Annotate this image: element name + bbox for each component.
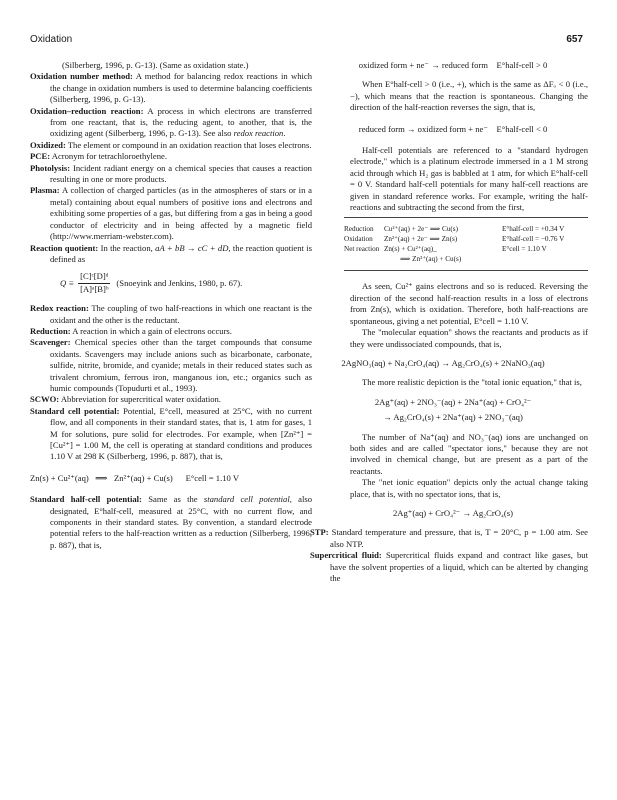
entry-text: Potential, E°cell, measured at 25°C, with no current flow, and all components in their standard states, that is, 1 atm for gases, 1 M for solutions, pure solid for electrodes. For example, when [Zn²⁺] = [Cu²⁺] = 1.00 M, the cell is operating at standard conditions and produces 1.10 V at 298 K (Silberberg, 1996, p. 887), that is, [50, 405, 312, 462]
q-formula [30, 271, 312, 295]
entry-scavenger [30, 337, 312, 394]
cross-reference-link[interactable]: redox reaction [233, 128, 284, 139]
entry-supercritical-fluid [310, 550, 588, 584]
equation-reduction-half: oxidized form + ne⁻ → reduced form E°half-cell > 0 [358, 60, 548, 70]
entry-pce [30, 151, 312, 162]
entry-reaction-quotient [30, 243, 312, 266]
entry-term: Oxidation number method: [30, 71, 133, 82]
entry-term: Scavenger: [30, 337, 71, 348]
entry-text: Abbreviation for supercritical water oxidation. [60, 394, 221, 405]
equation-net-ionic: 2Ag⁺(aq) + CrO₄²⁻ → Ag₂CrO₄(s) [392, 507, 513, 518]
entry-term: Oxidation–reduction reaction: [30, 105, 144, 116]
entry-term: PCE: [30, 151, 51, 162]
entry-oxidation-reduction-reaction [30, 106, 312, 140]
entry-text: Standard temperature and pressure, that is, T = 20°C, p = 1.00 atm. See also NTP. [330, 527, 588, 549]
entry-oxidation-number-method [30, 71, 312, 105]
entry-reduction [30, 326, 312, 337]
row-label: Reduction [344, 225, 374, 234]
equation-oxidation-half: reduced form → oxidized form + ne⁻ E°half-cell < 0 [358, 123, 548, 134]
entry-text: Incident radiant energy on a chemical species that causes a reaction resulting in one or more products. [50, 162, 312, 185]
entry-text: A reaction in which a gain of electrons occurs. [72, 325, 232, 336]
table-row [344, 234, 588, 244]
entry-end: . [283, 128, 286, 139]
entry-oxidized [30, 140, 312, 151]
running-header-title: Oxidation [30, 34, 73, 45]
page-number: 657 [566, 34, 583, 45]
left-column [30, 60, 312, 551]
row-potential: E°half-cell = −0.76 V [502, 235, 565, 244]
entry-term: STP: [310, 527, 329, 538]
row-label: Oxidation [344, 235, 373, 244]
entry-scwo [30, 394, 312, 405]
cross-reference-link[interactable]: standard cell potential [203, 494, 290, 505]
paragraph-total-ionic: The more realistic depiction is the "total ionic equation," that is, [362, 377, 582, 388]
row-reaction: Cu²⁺(aq) + 2e⁻ ⟹ Cu(s) [384, 225, 459, 234]
entry-text: Acronym for tetrachloroethylene. [51, 151, 168, 162]
equation-molecular: 2AgNO₃(aq) + Na₂CrO₄(aq) → Ag₂CrO₄(s) + 2NaNO₃(aq) [341, 357, 545, 368]
entry-term: Redox reaction: [30, 303, 89, 314]
half-reaction-table [344, 217, 588, 271]
entry-text: A method for balancing redox reactions in which the change in oxidation numbers is used to determine balancing coefficients (Silberberg, 1996, p. G-13). [50, 71, 312, 105]
zn-cu-cell-equation: Zn(s) + Cu²⁺(aq) ⟹ Zn²⁺(aq) + Cu(s) E°cell = 1.10 V [30, 472, 240, 483]
paragraph-as-seen: As seen, Cu²⁺ gains electrons and so is reduced. Reversing the direction of the second half-reaction results in a loss of electrons from Zn(s), which is oxidation. Therefore, both half-reactions are spontaneous, giving a net potential, E°cell = 1.10 V. [350, 281, 588, 326]
entry-text-cont: , the reaction quotient is defined as [50, 242, 313, 264]
entry-standard-half-cell-potential [30, 494, 312, 551]
entry-term: Standard half-cell potential: [30, 494, 142, 505]
paragraph-spontaneous: When E°half-cell > 0 (i.e., +), which is the same as ΔFₒ < 0 (i.e., −), which means that the reaction is spontaneous. Changing the direction of the half-reaction reverses the sign, that is, [350, 79, 588, 113]
q-lhs: Q ≡ [60, 277, 75, 288]
entry-text: A collection of charged particles (as in the atmospheres of stars or in a metal) containing about equal numbers of positive ions and electrons and exhibiting some properties of a gas, but differing from a gas in being a good conductor of electricity and in being affected by a magnetic field (http://www.merriam-webster.com). [50, 185, 312, 242]
entry-term: Oxidized: [30, 139, 66, 150]
entry-term: Reaction quotient: [30, 242, 99, 253]
entry-term: Supercritical fluid: [310, 550, 382, 561]
table-row [344, 224, 588, 234]
q-numerator: [C]ᶜ[D]ᵈ [78, 271, 110, 283]
entry-term: SCWO: [30, 394, 60, 405]
entry-redox-reaction [30, 303, 312, 326]
entry-text-cont: , also designated, E°half-cell, measured at 25°C, with no current flow, and components in their standard states. By convention, a standard electrode potential refers to the half-reaction written as a reduction (Silberberg, 1996, p. 887), that is, [50, 494, 313, 550]
entry-text: The coupling of two half-reactions in which one reactant is the oxidant and the other is the reductant. [50, 303, 312, 325]
reaction-formula: aA + bB → cC + dD [155, 242, 229, 253]
entry-text: Same as the [148, 494, 198, 505]
entry-standard-cell-potential [30, 406, 312, 463]
entry-term: Standard cell potential: [30, 405, 120, 416]
right-column [310, 60, 588, 584]
entry-text: The element or compound in an oxidation reaction that loses electrons. [67, 139, 312, 150]
entry-term: Photolysis: [30, 162, 71, 173]
continued-text: (Silberberg, 1996, p. G-13). (Same as oxidation state.) [62, 60, 249, 70]
table-row-continuation: ⟹ Zn²⁺(aq) + Cu(s) [400, 255, 462, 264]
equation-total-ionic-line1: 2Ag⁺(aq) + 2NO₃⁻(aq) + 2Na⁺(aq) + CrO₄²⁻ [374, 396, 532, 407]
row-reaction: Zn(s) + Cu²⁺(aq)_ [384, 245, 437, 254]
paragraph-net-ionic: The "net ionic equation" depicts only the actual change taking place, that is, with no spectator ions, that is, [350, 477, 588, 499]
table-row [344, 244, 588, 254]
entry-photolysis [30, 163, 312, 186]
row-potential: E°cell = 1.10 V [502, 245, 547, 254]
entry-text: Supercritical fluids expand and contract like gases, but have the solvent properties of a liquid, which can be alterted by changing the [330, 550, 588, 583]
entry-term: Reduction: [30, 325, 71, 336]
q-denominator: [A]ᵃ[B]ᵇ [80, 283, 109, 294]
row-reaction: Zn²⁺(aq) + 2e⁻ ⟹ Zn(s) [384, 235, 458, 244]
paragraph-molecular-equation: The "molecular equation" shows the reactants and products as if they were undissociated compounds, that is, [350, 327, 588, 349]
paragraph-spectator-ions: The number of Na⁺(aq) and NO₃⁻(aq) ions are unchanged on both sides and are called "spectator ions," because they are not involved in chemical change, but are present as a part of the reactants. [350, 431, 588, 476]
q-citation: (Snoeyink and Jenkins, 1980, p. 67). [116, 277, 243, 288]
paragraph-hydrogen-electrode: Half-cell potentials are referenced to a "standard hydrogen electrode," which is a platinum electrode immersed in a 1 M strong acid through which H₂ gas is babbled at 1 atm, for which E°half-cell = 0 V. Standard half-cell potentials for many half-cell reactions are given in standard reference works. For example, writing the half-reactions and subtracting the second from the first, [350, 145, 588, 213]
row-potential: E°half-cell = +0.34 V [502, 225, 565, 234]
entry-stp [310, 527, 588, 550]
entry-term: Plasma: [30, 185, 60, 196]
entry-text: A process in which electrons are transferred from one reactant, that is, the reducing agent, to another, that is, the oxidizing agent (Silberberg, 1996, p. G-13). See also [50, 105, 312, 139]
entry-text: Chemical species other than the target compounds that consume oxidants. Scavengers may include anions such as bicarbonate, carbonate, sulfide, nitrite, bromide, and cyanide; metals in their reduced states such as trivalent chromium, ferrous iron, manganous ion, etc.; organics such as humic compounds (Topudurti et al., 1993). [50, 337, 312, 393]
row-label: Net reaction [344, 245, 380, 254]
entry-plasma [30, 185, 312, 242]
entry-text: In the reaction, [100, 242, 153, 253]
equation-total-ionic-line2: → Ag₂CrO₄(s) + 2Na⁺(aq) + 2NO₃⁻(aq) [383, 412, 523, 423]
